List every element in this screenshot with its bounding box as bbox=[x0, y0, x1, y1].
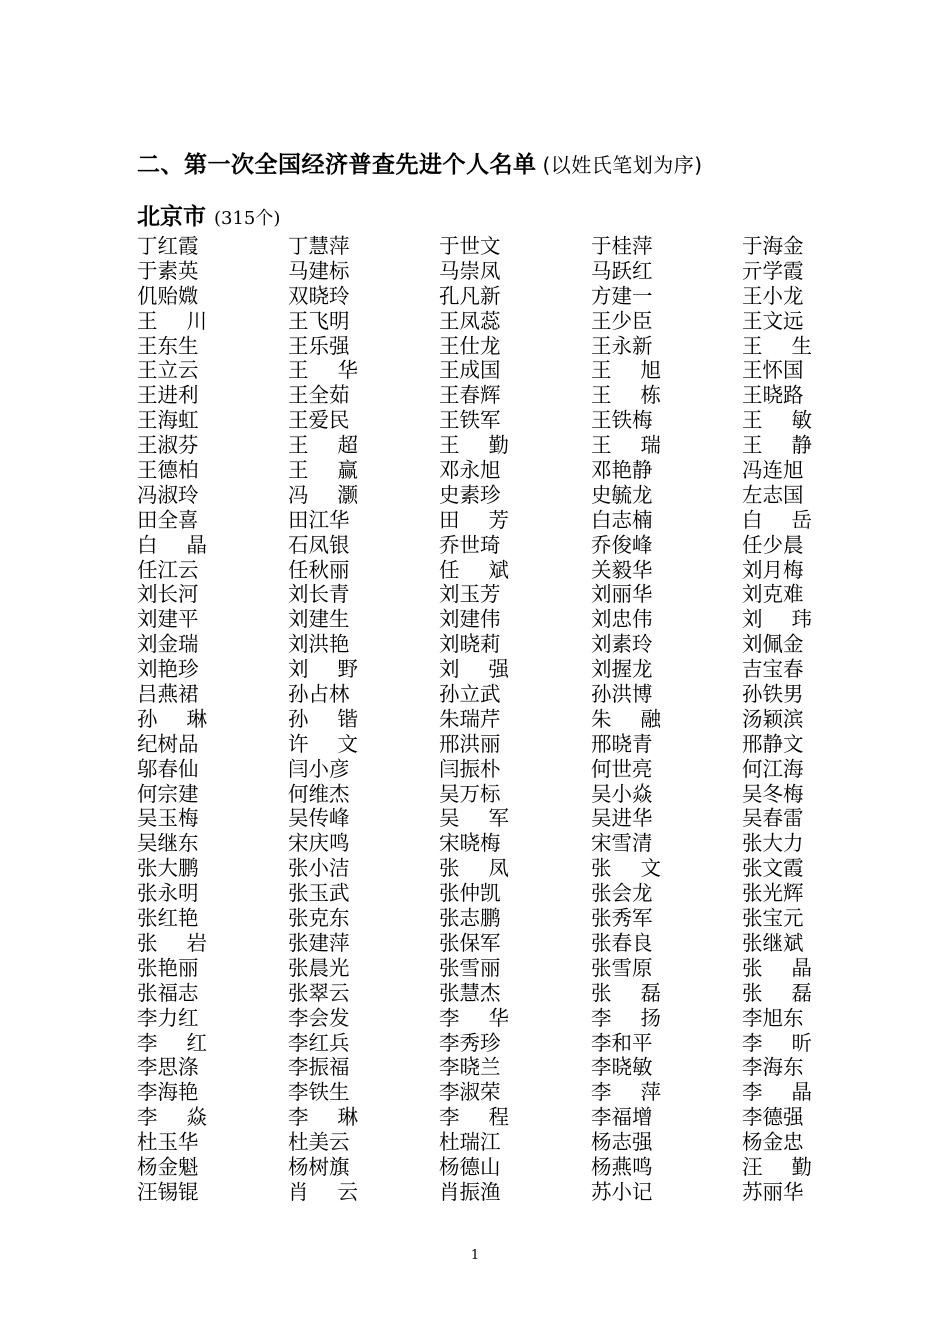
name-entry: 张福志 bbox=[137, 980, 199, 1005]
name-entry: 王晓路 bbox=[742, 383, 804, 408]
name-entry: 吴冬梅 bbox=[742, 781, 804, 806]
name-entry bbox=[288, 458, 358, 483]
name-entry: 刘月梅 bbox=[742, 557, 804, 582]
name-entry: 李晓敏 bbox=[591, 1055, 653, 1080]
name-entry: 李和平 bbox=[591, 1030, 653, 1055]
name-char: 李 bbox=[591, 1080, 612, 1105]
name-entry: 张晨光 bbox=[288, 955, 350, 980]
name-char: 勤 bbox=[791, 1154, 812, 1179]
name-char: 李 bbox=[288, 1105, 309, 1130]
name-entry: 吴继东 bbox=[137, 831, 199, 856]
name-entry: 石凤银 bbox=[288, 532, 350, 557]
name-entry bbox=[137, 1105, 207, 1130]
name-entry: 汤颖滨 bbox=[742, 706, 804, 731]
name-entry: 王乐强 bbox=[288, 333, 350, 358]
name-entry bbox=[288, 707, 358, 732]
name-char: 王 bbox=[439, 433, 460, 458]
name-char: 融 bbox=[640, 706, 661, 731]
name-entry: 张克东 bbox=[288, 906, 350, 931]
name-entry: 刘丽华 bbox=[591, 582, 653, 607]
name-entry bbox=[591, 383, 661, 408]
name-entry: 王凤蕊 bbox=[439, 308, 501, 333]
name-entry: 张会龙 bbox=[591, 881, 653, 906]
page-number: 1 bbox=[470, 1248, 480, 1263]
name-entry: 何世亮 bbox=[591, 756, 653, 781]
document-title bbox=[137, 146, 703, 179]
name-entry: 李会发 bbox=[288, 1005, 350, 1030]
name-entry: 何宗建 bbox=[137, 781, 199, 806]
region-name: 北京市 bbox=[137, 204, 206, 230]
name-entry: 王进利 bbox=[137, 383, 199, 408]
name-entry: 王铁军 bbox=[439, 408, 501, 433]
name-entry: 孔凡新 bbox=[439, 283, 501, 308]
name-char: 玮 bbox=[791, 607, 812, 632]
name-char: 刘 bbox=[439, 657, 460, 682]
name-entry bbox=[288, 657, 358, 682]
name-entry: 王铁梅 bbox=[591, 408, 653, 433]
name-entry: 王成国 bbox=[439, 358, 501, 383]
name-entry: 王怀国 bbox=[742, 358, 804, 383]
name-entry: 刘建生 bbox=[288, 607, 350, 632]
name-entry: 张仲凯 bbox=[439, 881, 501, 906]
name-char: 岳 bbox=[791, 507, 812, 532]
name-entry bbox=[137, 309, 207, 334]
name-char: 晶 bbox=[791, 1080, 812, 1105]
name-char: 李 bbox=[439, 1105, 460, 1130]
name-char: 栋 bbox=[640, 383, 661, 408]
name-char: 昕 bbox=[791, 1030, 812, 1055]
name-entry: 李秀珍 bbox=[439, 1030, 501, 1055]
name-entry: 宋雪清 bbox=[591, 831, 653, 856]
name-entry: 邓艳静 bbox=[591, 458, 653, 483]
name-char: 锴 bbox=[337, 706, 358, 731]
name-entry: 何江海 bbox=[742, 756, 804, 781]
name-entry: 杜玉华 bbox=[137, 1130, 199, 1155]
name-char: 李 bbox=[137, 1105, 158, 1130]
name-char: 任 bbox=[439, 557, 460, 582]
name-char: 李 bbox=[137, 1030, 158, 1055]
name-entry: 乔世琦 bbox=[439, 532, 501, 557]
name-entry: 刘忠伟 bbox=[591, 607, 653, 632]
name-entry bbox=[742, 1155, 812, 1180]
name-entry: 吴万标 bbox=[439, 781, 501, 806]
name-char: 程 bbox=[488, 1105, 509, 1130]
name-entry: 刘晓莉 bbox=[439, 632, 501, 657]
name-entry bbox=[742, 1080, 812, 1105]
name-char: 王 bbox=[288, 358, 309, 383]
name-entry: 闫小彦 bbox=[288, 756, 350, 781]
name-entry: 张秀军 bbox=[591, 906, 653, 931]
name-char: 李 bbox=[742, 1030, 763, 1055]
name-char: 磊 bbox=[791, 980, 812, 1005]
name-entry: 刘艳珍 bbox=[137, 657, 199, 682]
name-entry: 杜瑞江 bbox=[439, 1130, 501, 1155]
name-entry: 田全喜 bbox=[137, 507, 199, 532]
name-char: 云 bbox=[337, 1179, 358, 1204]
name-entry: 孙立武 bbox=[439, 682, 501, 707]
name-char: 王 bbox=[591, 433, 612, 458]
title-note: (以姓氏笔划为序) bbox=[542, 153, 703, 177]
name-char: 王 bbox=[742, 333, 763, 358]
name-entry: 张玉武 bbox=[288, 881, 350, 906]
name-entry: 杨燕鸣 bbox=[591, 1154, 653, 1179]
name-entry: 张永明 bbox=[137, 881, 199, 906]
name-entry bbox=[137, 931, 207, 956]
name-entry: 邢洪丽 bbox=[439, 731, 501, 756]
name-char: 张 bbox=[137, 930, 158, 955]
name-entry bbox=[591, 1080, 661, 1105]
name-char: 冯 bbox=[288, 482, 309, 507]
name-entry: 杨金魁 bbox=[137, 1154, 199, 1179]
name-entry: 李思涤 bbox=[137, 1055, 199, 1080]
name-entry: 张艳丽 bbox=[137, 955, 199, 980]
name-char: 静 bbox=[791, 433, 812, 458]
name-entry: 孙铁男 bbox=[742, 682, 804, 707]
name-entry: 李红兵 bbox=[288, 1030, 350, 1055]
name-char: 琳 bbox=[337, 1105, 358, 1130]
name-entry: 张宝元 bbox=[742, 906, 804, 931]
name-entry: 邬春仙 bbox=[137, 756, 199, 781]
name-entry: 于素英 bbox=[137, 258, 199, 283]
name-char: 文 bbox=[640, 856, 661, 881]
name-entry: 吴进华 bbox=[591, 806, 653, 831]
name-entry: 王爱民 bbox=[288, 408, 350, 433]
name-char: 张 bbox=[591, 856, 612, 881]
name-entry: 邢晓青 bbox=[591, 731, 653, 756]
name-entry: 王全茹 bbox=[288, 383, 350, 408]
name-entry bbox=[742, 334, 812, 359]
name-list bbox=[137, 234, 817, 1205]
name-char: 生 bbox=[791, 333, 812, 358]
name-entry: 闫振朴 bbox=[439, 756, 501, 781]
name-entry bbox=[439, 806, 509, 831]
name-char: 野 bbox=[337, 657, 358, 682]
name-entry: 李德强 bbox=[742, 1105, 804, 1130]
name-char: 敏 bbox=[791, 408, 812, 433]
name-entry: 李海艳 bbox=[137, 1080, 199, 1105]
name-char: 萍 bbox=[640, 1080, 661, 1105]
name-char: 吴 bbox=[439, 806, 460, 831]
name-entry: 肖振渔 bbox=[439, 1179, 501, 1204]
name-entry bbox=[591, 981, 661, 1006]
name-entry bbox=[742, 1031, 812, 1056]
name-entry: 杜美云 bbox=[288, 1130, 350, 1155]
name-entry: 李福增 bbox=[591, 1105, 653, 1130]
name-entry bbox=[439, 657, 509, 682]
name-entry: 刘握龙 bbox=[591, 657, 653, 682]
name-entry: 史素珍 bbox=[439, 482, 501, 507]
name-char: 岩 bbox=[186, 930, 207, 955]
name-entry: 马跃红 bbox=[591, 258, 653, 283]
name-entry: 李晓兰 bbox=[439, 1055, 501, 1080]
name-char: 赢 bbox=[337, 458, 358, 483]
name-entry: 张雪丽 bbox=[439, 955, 501, 980]
name-entry bbox=[439, 433, 509, 458]
name-char: 田 bbox=[439, 507, 460, 532]
name-char: 孙 bbox=[288, 706, 309, 731]
name-entry: 邢静文 bbox=[742, 731, 804, 756]
name-char: 张 bbox=[591, 980, 612, 1005]
name-entry bbox=[439, 558, 509, 583]
name-entry: 王少臣 bbox=[591, 308, 653, 333]
name-entry bbox=[288, 358, 358, 383]
name-entry: 苏丽华 bbox=[742, 1179, 804, 1204]
name-entry: 马崇凤 bbox=[439, 258, 501, 283]
name-entry: 杨德山 bbox=[439, 1154, 501, 1179]
name-entry: 刘长河 bbox=[137, 582, 199, 607]
name-entry bbox=[742, 508, 812, 533]
name-char: 孙 bbox=[137, 706, 158, 731]
name-char: 王 bbox=[137, 308, 158, 333]
name-entry: 田江华 bbox=[288, 507, 350, 532]
name-entry: 王东生 bbox=[137, 333, 199, 358]
name-entry bbox=[288, 433, 358, 458]
name-entry: 冯淑玲 bbox=[137, 482, 199, 507]
name-entry: 仉贻媺 bbox=[137, 283, 199, 308]
name-entry: 宋晓梅 bbox=[439, 831, 501, 856]
name-entry: 张春良 bbox=[591, 930, 653, 955]
title-main: 二、第一次全国经济普查先进个人名单 bbox=[137, 152, 537, 178]
name-entry: 宋庆鸣 bbox=[288, 831, 350, 856]
name-entry bbox=[439, 856, 509, 881]
region-heading bbox=[137, 198, 280, 231]
name-entry bbox=[439, 1105, 509, 1130]
name-entry: 孙洪博 bbox=[591, 682, 653, 707]
name-entry: 丁红霞 bbox=[137, 234, 199, 258]
name-char: 白 bbox=[137, 532, 158, 557]
name-entry: 双晓玲 bbox=[288, 283, 350, 308]
name-entry: 汪锡锟 bbox=[137, 1179, 199, 1204]
name-entry: 杨树旗 bbox=[288, 1154, 350, 1179]
name-char: 超 bbox=[337, 433, 358, 458]
name-char: 旭 bbox=[640, 358, 661, 383]
name-char: 磊 bbox=[640, 980, 661, 1005]
name-entry: 任江云 bbox=[137, 557, 199, 582]
name-entry bbox=[137, 533, 207, 558]
region-count: (315个) bbox=[214, 208, 281, 229]
name-entry: 王春辉 bbox=[439, 383, 501, 408]
name-entry: 刘克难 bbox=[742, 582, 804, 607]
name-entry: 李振福 bbox=[288, 1055, 350, 1080]
name-entry: 王永新 bbox=[591, 333, 653, 358]
name-char: 晶 bbox=[186, 532, 207, 557]
name-entry bbox=[591, 358, 661, 383]
name-entry: 张翠云 bbox=[288, 980, 350, 1005]
name-char: 红 bbox=[186, 1030, 207, 1055]
name-entry: 吴玉梅 bbox=[137, 806, 199, 831]
name-entry: 任少晨 bbox=[742, 532, 804, 557]
name-entry: 刘玉芳 bbox=[439, 582, 501, 607]
name-entry: 杨志强 bbox=[591, 1130, 653, 1155]
name-entry bbox=[742, 981, 812, 1006]
name-entry: 王立云 bbox=[137, 358, 199, 383]
name-char: 焱 bbox=[186, 1105, 207, 1130]
name-entry: 白志楠 bbox=[591, 507, 653, 532]
name-entry: 杨金忠 bbox=[742, 1130, 804, 1155]
name-entry: 孙占林 bbox=[288, 682, 350, 707]
name-char: 许 bbox=[288, 731, 309, 756]
name-entry: 王小龙 bbox=[742, 283, 804, 308]
name-entry bbox=[137, 707, 207, 732]
name-char: 瑞 bbox=[640, 433, 661, 458]
name-entry: 刘金瑞 bbox=[137, 632, 199, 657]
name-entry: 李力红 bbox=[137, 1005, 199, 1030]
name-entry bbox=[439, 1006, 509, 1031]
name-char: 芳 bbox=[488, 507, 509, 532]
name-char: 王 bbox=[742, 408, 763, 433]
name-char: 王 bbox=[742, 433, 763, 458]
name-entry bbox=[288, 483, 358, 508]
name-entry: 邓永旭 bbox=[439, 458, 501, 483]
name-entry: 张保军 bbox=[439, 930, 501, 955]
name-entry: 刘建平 bbox=[137, 607, 199, 632]
name-entry: 张志鹏 bbox=[439, 906, 501, 931]
name-char: 王 bbox=[591, 383, 612, 408]
name-entry: 刘长青 bbox=[288, 582, 350, 607]
name-entry: 于海金 bbox=[742, 234, 804, 258]
name-entry: 关毅华 bbox=[591, 557, 653, 582]
name-char: 王 bbox=[288, 458, 309, 483]
name-char: 王 bbox=[288, 433, 309, 458]
name-char: 王 bbox=[591, 358, 612, 383]
name-entry: 张大鹏 bbox=[137, 856, 199, 881]
name-char: 灏 bbox=[337, 482, 358, 507]
name-entry: 任秋丽 bbox=[288, 557, 350, 582]
name-char: 强 bbox=[488, 657, 509, 682]
name-entry: 李旭东 bbox=[742, 1005, 804, 1030]
name-char: 军 bbox=[488, 806, 509, 831]
name-entry: 张红艳 bbox=[137, 906, 199, 931]
name-entry: 吴小焱 bbox=[591, 781, 653, 806]
name-char: 凤 bbox=[488, 856, 509, 881]
name-char: 李 bbox=[439, 1005, 460, 1030]
name-entry: 冯连旭 bbox=[742, 458, 804, 483]
name-char: 川 bbox=[186, 308, 207, 333]
name-entry: 张慧杰 bbox=[439, 980, 501, 1005]
name-entry bbox=[742, 956, 812, 981]
name-entry: 吴春雷 bbox=[742, 806, 804, 831]
name-entry: 于桂萍 bbox=[591, 234, 653, 258]
name-char: 华 bbox=[488, 1005, 509, 1030]
name-char: 朱 bbox=[591, 706, 612, 731]
name-entry bbox=[439, 508, 509, 533]
name-entry: 张继斌 bbox=[742, 930, 804, 955]
name-entry: 王飞明 bbox=[288, 308, 350, 333]
name-entry: 王文远 bbox=[742, 308, 804, 333]
name-entry bbox=[591, 433, 661, 458]
name-entry bbox=[591, 707, 661, 732]
name-char: 华 bbox=[337, 358, 358, 383]
name-entry: 左志国 bbox=[742, 482, 804, 507]
name-char: 琳 bbox=[186, 706, 207, 731]
name-entry: 方建一 bbox=[591, 283, 653, 308]
name-entry: 吴传峰 bbox=[288, 806, 350, 831]
name-char: 文 bbox=[337, 731, 358, 756]
name-entry: 李海东 bbox=[742, 1055, 804, 1080]
name-entry: 李铁生 bbox=[288, 1080, 350, 1105]
name-entry: 刘素玲 bbox=[591, 632, 653, 657]
name-char: 张 bbox=[742, 980, 763, 1005]
name-entry: 王海虹 bbox=[137, 408, 199, 433]
name-char: 张 bbox=[439, 856, 460, 881]
name-entry bbox=[742, 433, 812, 458]
name-char: 刘 bbox=[742, 607, 763, 632]
name-entry bbox=[591, 856, 661, 881]
name-entry: 亓学霞 bbox=[742, 258, 804, 283]
name-entry: 吉宝春 bbox=[742, 657, 804, 682]
name-char: 李 bbox=[591, 1005, 612, 1030]
name-entry: 刘洪艳 bbox=[288, 632, 350, 657]
name-char: 扬 bbox=[640, 1005, 661, 1030]
name-entry: 刘建伟 bbox=[439, 607, 501, 632]
name-entry bbox=[591, 1006, 661, 1031]
name-entry: 王德柏 bbox=[137, 458, 199, 483]
name-entry: 张大力 bbox=[742, 831, 804, 856]
name-entry: 张小洁 bbox=[288, 856, 350, 881]
name-entry: 张雪原 bbox=[591, 955, 653, 980]
name-entry: 李淑荣 bbox=[439, 1080, 501, 1105]
name-char: 晶 bbox=[791, 955, 812, 980]
name-entry: 纪树品 bbox=[137, 731, 199, 756]
name-entry bbox=[742, 408, 812, 433]
name-entry: 苏小记 bbox=[591, 1179, 653, 1204]
name-entry: 王淑芬 bbox=[137, 433, 199, 458]
name-char: 斌 bbox=[488, 557, 509, 582]
name-char: 白 bbox=[742, 507, 763, 532]
name-char: 刘 bbox=[288, 657, 309, 682]
name-char: 汪 bbox=[742, 1154, 763, 1179]
name-entry: 张文霞 bbox=[742, 856, 804, 881]
name-entry: 张光辉 bbox=[742, 881, 804, 906]
name-entry bbox=[288, 732, 358, 757]
name-entry: 朱瑞芹 bbox=[439, 706, 501, 731]
name-char: 勤 bbox=[488, 433, 509, 458]
name-entry: 于世文 bbox=[439, 234, 501, 258]
name-entry bbox=[288, 1105, 358, 1130]
name-entry: 张建萍 bbox=[288, 930, 350, 955]
name-entry bbox=[137, 1031, 207, 1056]
name-entry: 吕燕裙 bbox=[137, 682, 199, 707]
name-entry: 马建标 bbox=[288, 258, 350, 283]
name-entry: 刘佩金 bbox=[742, 632, 804, 657]
name-char: 肖 bbox=[288, 1179, 309, 1204]
name-entry: 何维杰 bbox=[288, 781, 350, 806]
name-entry bbox=[288, 1180, 358, 1205]
name-entry: 乔俊峰 bbox=[591, 532, 653, 557]
name-entry: 王仕龙 bbox=[439, 333, 501, 358]
name-char: 张 bbox=[742, 955, 763, 980]
name-entry: 史毓龙 bbox=[591, 482, 653, 507]
name-entry bbox=[742, 607, 812, 632]
name-char: 李 bbox=[742, 1080, 763, 1105]
name-entry: 丁慧萍 bbox=[288, 234, 350, 258]
